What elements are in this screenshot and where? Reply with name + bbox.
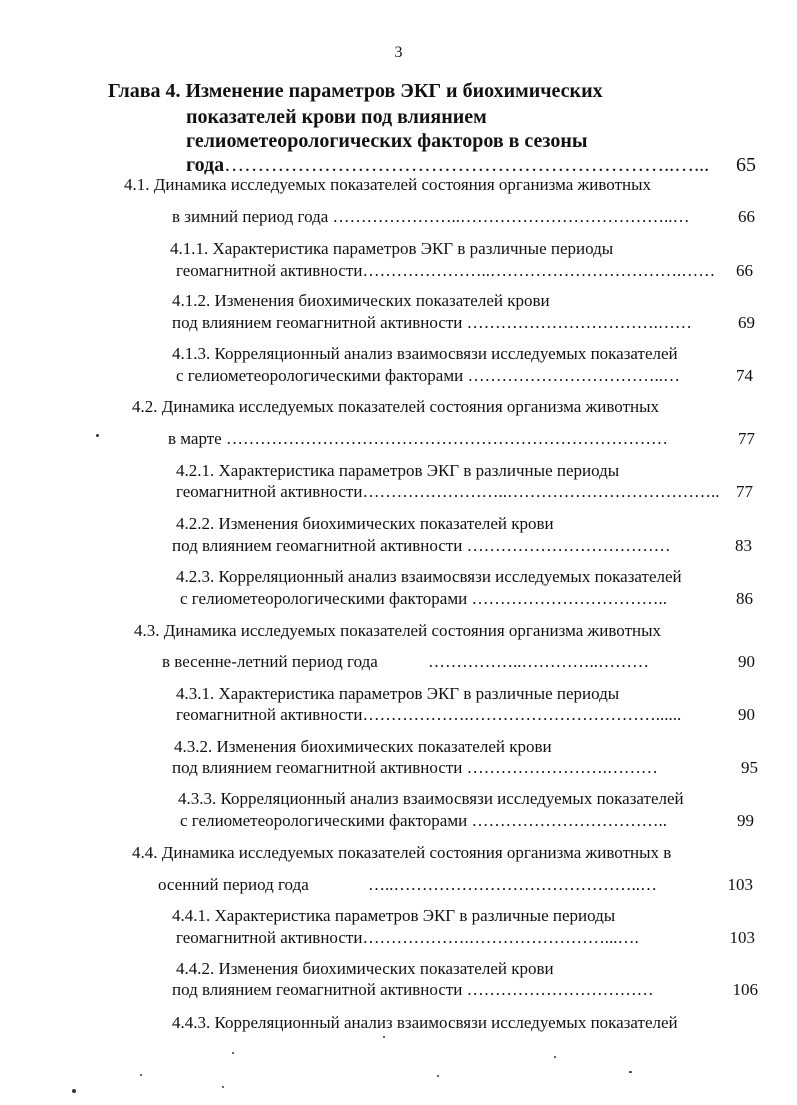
toc-entry-4-2-1-line-2 (176, 481, 753, 503)
page-ref: 86 (736, 589, 753, 608)
entry-text: геомагнитной активности (176, 705, 363, 724)
scan-speck (554, 1056, 556, 1058)
leader-dots: …………………………….…… (466, 313, 692, 332)
toc-entry-4-3-line-1: 4.3. Динамика исследуемых показателей состояния организма животных (134, 621, 662, 640)
entry-text: под влиянием геомагнитной активности (172, 313, 467, 332)
toc-entry-4-1-line-1: 4.1. Динамика исследуемых показателей состояния организма животных (124, 175, 652, 194)
leader-dots: ……………..…………..……… (428, 652, 649, 671)
leader-dots: …………………….……… (466, 758, 658, 777)
page-ref: 66 (738, 207, 755, 226)
toc-entry-4-2-2-line-2 (172, 535, 752, 557)
toc-entry-4-2-3-line-2 (180, 588, 753, 610)
toc-entry-4-3-1-line-2 (176, 704, 755, 726)
toc-entry-4-3-3-line-1: 4.3.3. Корреляционный анализ взаимосвязи исследуемых показателей (178, 789, 684, 808)
page-ref: 66 (736, 261, 753, 280)
toc-entry-4-4-line-1: 4.4. Динамика исследуемых показателей состояния организма животных в (132, 843, 672, 862)
chapter-title-line-2: показателей крови под влиянием (186, 106, 487, 128)
toc-entry-4-4-2-line-2 (172, 979, 758, 1001)
scan-speck (72, 1089, 76, 1093)
toc-entry-4-1-2-line-2 (172, 312, 755, 334)
entry-text: под влиянием геомагнитной активности (172, 536, 467, 555)
toc-entry-4-1-line-2 (172, 206, 755, 228)
toc-entry-4-2-line-1: 4.2. Динамика исследуемых показателей состояния организма животных (132, 397, 660, 416)
toc-entry-4-3-2-line-2 (172, 757, 758, 779)
toc-entry-4-3-3-line-2 (180, 810, 754, 832)
leader-dots: ……………….……………………...…. (362, 928, 639, 947)
entry-text: геомагнитной активности (176, 261, 363, 280)
toc-entry-4-1-1-line-1: 4.1.1. Характеристика параметров ЭКГ в различные периоды (170, 239, 614, 258)
page-ref: 74 (736, 366, 753, 385)
page-ref: 83 (735, 536, 752, 555)
leader-dots: …………………………….. (471, 589, 667, 608)
chapter-title-line-3: гелиометеорологических факторов в сезоны (186, 130, 588, 152)
leader-dots: ……………………………… (466, 536, 671, 555)
entry-text: геомагнитной активности (176, 482, 363, 501)
toc-entry-4-2-2-line-1: 4.2.2. Изменения биохимических показателей крови (176, 514, 554, 533)
toc-entry-4-4-3-line-1: 4.4.3. Корреляционный анализ взаимосвязи исследуемых показателей (172, 1013, 678, 1032)
entry-text: геомагнитной активности (176, 928, 363, 947)
scan-speck (383, 1036, 385, 1038)
leader-dots: …………………..………………………………..… (332, 207, 690, 226)
scan-speck (140, 1074, 142, 1076)
entry-text: с гелиометеорологическими факторами (180, 589, 472, 608)
scan-speck (96, 434, 99, 437)
toc-entry-4-4-1-line-2 (176, 927, 755, 949)
entry-text: под влиянием геомагнитной активности (172, 758, 467, 777)
entry-text: с гелиометеорологическими факторами (180, 811, 472, 830)
page-ref: 99 (737, 811, 754, 830)
leader-dots: …………………………… (466, 980, 654, 999)
toc-entry-4-3-2-line-1: 4.3.2. Изменения биохимических показателей крови (174, 737, 552, 756)
scan-speck (222, 1086, 224, 1088)
toc-entry-4-1-1-line-2 (176, 260, 753, 282)
toc-entry-4-2-line-2 (168, 428, 755, 450)
page-number: 3 (394, 44, 403, 61)
page-ref: 90 (738, 652, 755, 671)
toc-entry-4-4-line-2 (158, 874, 753, 896)
entry-text: в зимний период года (172, 207, 333, 226)
leader-dots: …………………………………………………………..…... (224, 154, 710, 176)
leader-dots: …………………………………………………………………… (225, 429, 668, 448)
page-ref: 103 (727, 875, 753, 894)
toc-entry-4-2-1-line-1: 4.2.1. Характеристика параметров ЭКГ в различные периоды (176, 461, 620, 480)
toc-entry-4-3-1-line-1: 4.3.1. Характеристика параметров ЭКГ в различные периоды (176, 684, 620, 703)
toc-entry-4-1-3-line-2 (176, 365, 753, 387)
toc-entry-4-1-2-line-1: 4.1.2. Изменения биохимических показателей крови (172, 291, 550, 310)
entry-text: с гелиометеорологическими факторами (176, 366, 468, 385)
toc-entry-4-4-2-line-1: 4.4.2. Изменения биохимических показателей крови (176, 959, 554, 978)
chapter-title-text: года (186, 154, 225, 176)
page-ref: 65 (736, 154, 756, 176)
page-ref: 77 (736, 482, 753, 501)
entry-text: под влиянием геомагнитной активности (172, 980, 467, 999)
leader-dots: ……………………..……………………………….. (362, 482, 720, 501)
page-ref: 106 (732, 980, 758, 999)
scan-speck (232, 1052, 234, 1054)
leader-dots: …………………………….. (471, 811, 667, 830)
page-ref: 90 (738, 705, 755, 724)
leader-dots: …………………..…………………………….…… (362, 261, 716, 280)
page-ref: 77 (738, 429, 755, 448)
entry-text: осенний период года (158, 875, 309, 894)
toc-entry-4-3-line-2 (162, 651, 755, 673)
page-ref: 69 (738, 313, 755, 332)
entry-text: в марте (168, 429, 226, 448)
entry-text: в весенне-летний период года (162, 652, 378, 671)
leader-dots: …..……………………………………..… (368, 875, 657, 894)
page-ref: 103 (729, 928, 755, 947)
scan-speck (629, 1071, 632, 1073)
toc-entry-4-2-3-line-1: 4.2.3. Корреляционный анализ взаимосвязи исследуемых показателей (176, 567, 682, 586)
toc-entry-4-1-3-line-1: 4.1.3. Корреляционный анализ взаимосвязи исследуемых показателей (172, 344, 678, 363)
leader-dots: ……………….……………………………...... (362, 705, 682, 724)
scan-speck (437, 1075, 439, 1077)
leader-dots: ……………………………..… (467, 366, 680, 385)
toc-entry-4-4-1-line-1: 4.4.1. Характеристика параметров ЭКГ в различные периоды (172, 906, 616, 925)
chapter-title-line-1: Глава 4. Изменение параметров ЭКГ и биохимических (108, 80, 603, 102)
page-ref: 95 (741, 758, 758, 777)
